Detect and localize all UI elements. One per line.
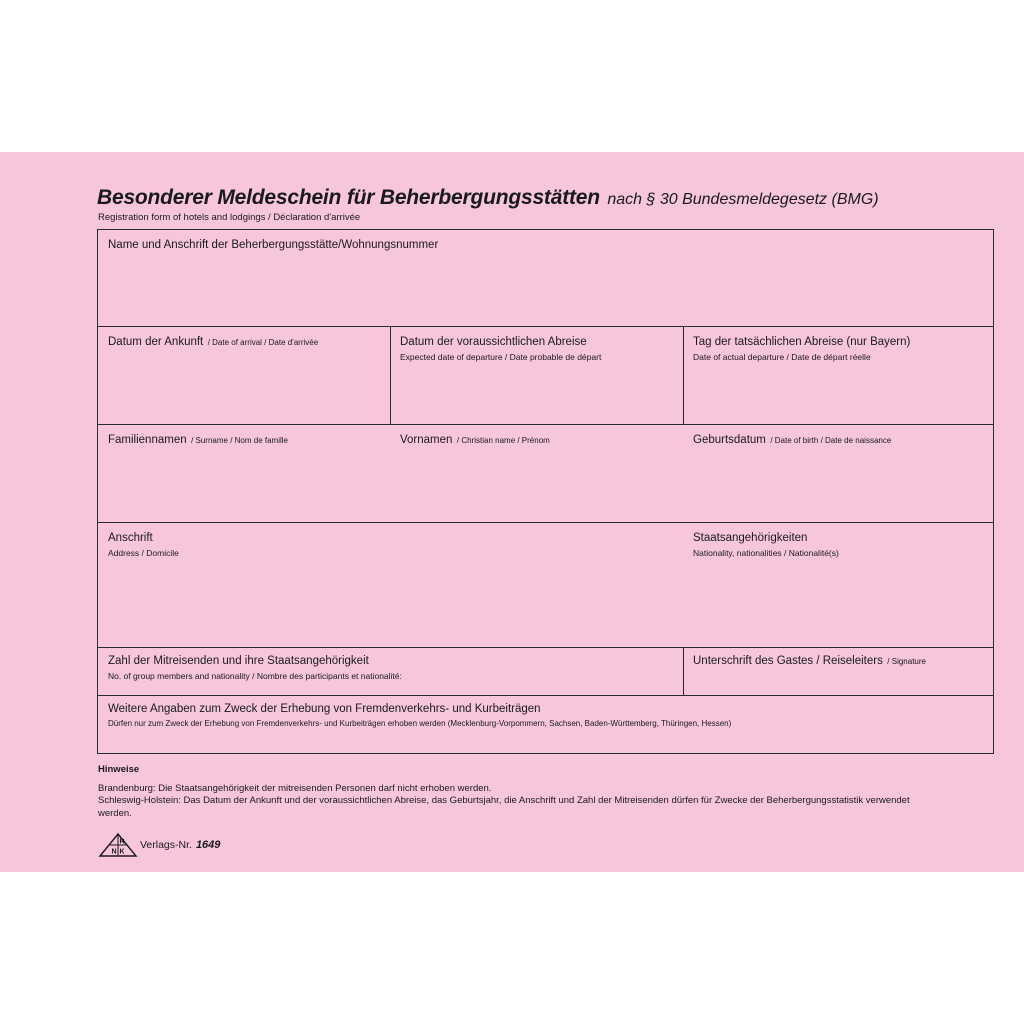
notes-heading: Hinweise <box>98 764 140 775</box>
column-divider <box>390 326 391 424</box>
birth-date-translation: / Date of birth / Date de naissance <box>770 436 892 445</box>
expected-departure-field[interactable] <box>400 332 601 362</box>
birth-date-label: Geburtsdatum <box>693 434 766 446</box>
first-name-field[interactable] <box>400 430 550 448</box>
row-divider <box>98 424 993 425</box>
address-translation: Address / Domicile <box>108 548 179 558</box>
row-divider <box>98 695 993 696</box>
svg-text:R: R <box>119 838 125 846</box>
tourism-tax-translation: Dürfen nur zum Zweck der Erhebung von Fremdenverkehrs- und Kurbeiträgen erhoben werden (Mecklenburg-Vorpommern, Sachsen, Baden-Württemberg, Thüringen, Hessen) <box>108 719 732 728</box>
first-name-label: Vornamen <box>400 434 453 446</box>
nationality-translation: Nationality, nationalities / Nationalité(s) <box>693 548 839 558</box>
arrival-date-field[interactable] <box>108 332 318 350</box>
column-divider <box>683 326 684 424</box>
row-divider <box>98 522 993 523</box>
surname-translation: / Surname / Nom de famille <box>191 436 289 445</box>
nationality-field[interactable] <box>693 528 839 558</box>
expected-departure-translation: Expected date of departure / Date probable de départ <box>400 352 602 362</box>
tourism-tax-label: Weitere Angaben zum Zweck der Erhebung von Fremdenverkehrs- und Kurbeiträgen <box>108 703 541 715</box>
notes-section <box>98 764 910 820</box>
signature-field[interactable] <box>693 651 926 669</box>
companions-translation: No. of group members and nationality / Nombre des participants et nationalité: <box>108 671 402 681</box>
expected-departure-label: Datum der voraussichtlichen Abreise <box>400 336 587 348</box>
rnk-logo-icon <box>98 832 138 858</box>
arrival-date-label: Datum der Ankunft <box>108 336 204 348</box>
publisher-label: Verlags-Nr. <box>140 839 192 851</box>
birth-date-field[interactable] <box>693 430 891 448</box>
column-divider <box>683 647 684 695</box>
row-divider <box>98 326 993 327</box>
svg-text:N: N <box>111 848 117 856</box>
establishment-field[interactable] <box>108 235 438 253</box>
address-field[interactable] <box>108 528 179 558</box>
actual-departure-field[interactable] <box>693 332 910 362</box>
actual-departure-translation: Date of actual departure / Date de départ réelle <box>693 352 871 362</box>
surname-field[interactable] <box>108 430 288 448</box>
companions-label: Zahl der Mitreisenden und ihre Staatsangehörigkeit <box>108 655 369 667</box>
note-schleswig-holstein: Schleswig-Holstein: Das Datum der Ankunft und der voraussichtlichen Abreise, das Geburtsjahr, die Anschrift und Zahl der Mitreisenden dürfen für Zwecke der Beherbergungsstatistik verwendet <box>98 795 910 806</box>
arrival-date-translation: / Date of arrival / Date d'arrivée <box>207 338 319 347</box>
svg-text:K: K <box>119 848 125 856</box>
note-schleswig-holstein-cont: werden. <box>98 807 132 819</box>
nationality-label: Staatsangehörigkeiten <box>693 532 808 544</box>
form-grid <box>97 229 994 754</box>
signature-translation: / Signature <box>887 657 926 666</box>
surname-label: Familiennamen <box>108 434 187 446</box>
note-brandenburg: Brandenburg: Die Staatsangehörigkeit der mitreisenden Personen darf nicht erhoben werden. <box>98 782 492 794</box>
publisher-footer <box>98 832 220 858</box>
establishment-label: Name und Anschrift der Beherbergungsstätte/Wohnungsnummer <box>108 239 439 251</box>
publisher-number: 1649 <box>195 839 221 851</box>
form-title-suffix: nach § 30 Bundesmeldegesetz (BMG) <box>607 191 879 208</box>
actual-departure-label: Tag der tatsächlichen Abreise (nur Bayern) <box>693 336 911 348</box>
row-divider <box>98 647 993 648</box>
first-name-translation: / Christian name / Prénom <box>456 436 550 445</box>
registration-form-sheet <box>0 152 1024 872</box>
form-title-main: Besonderer Meldeschein für Beherbergungsstätten <box>97 186 600 209</box>
form-subtitle: Registration form of hotels and lodgings / Déclaration d'arrivée <box>98 212 361 223</box>
address-label: Anschrift <box>108 532 153 544</box>
tourism-tax-field[interactable] <box>108 699 731 728</box>
companions-field[interactable] <box>108 651 402 681</box>
signature-label: Unterschrift des Gastes / Reiseleiters <box>693 655 883 667</box>
form-title <box>97 186 879 210</box>
